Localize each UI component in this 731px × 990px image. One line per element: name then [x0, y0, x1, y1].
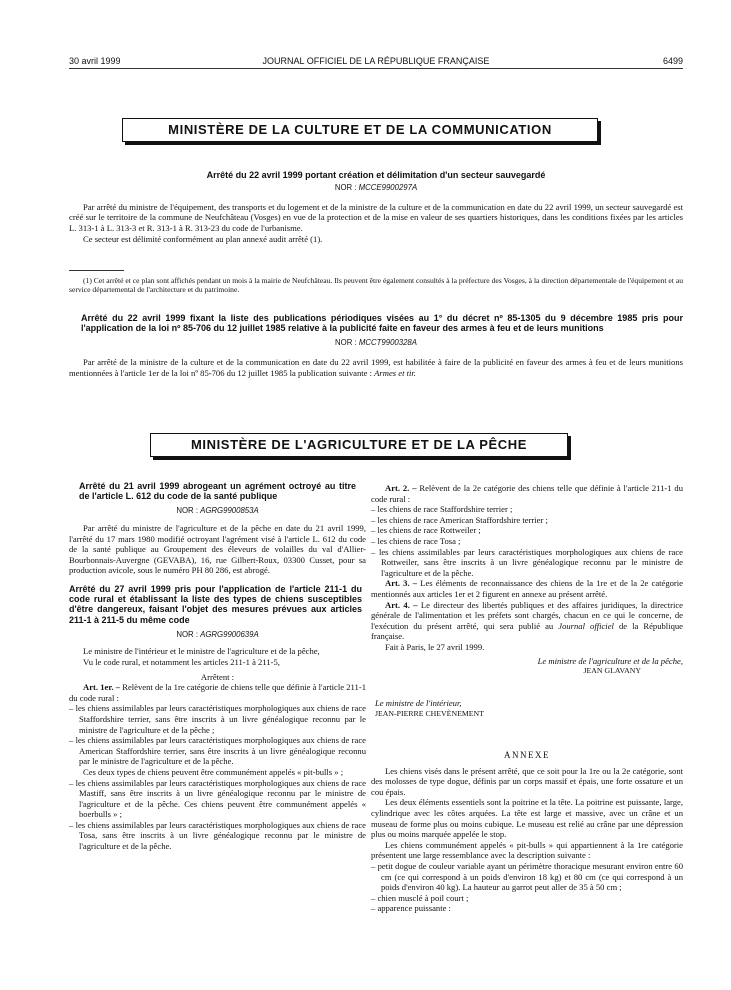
article-4: Art. 4. – Le directeur des libertés publiques et des affaires juridiques, la directrice générale de l'alimentation et les préfets sont chargés, chacun en ce qui le concerne, de l'exécution du présent arrêté, qui sera publié au Journal officiel de la République française.: [371, 599, 683, 642]
decree-title-agrement: Arrêté du 21 avril 1999 abrogeant un agrément octroyé au titre de l'article L. 612 du code de la santé publique: [79, 481, 356, 502]
list-item: – les chiens assimilables par leurs caractéristiques morphologiques aux chiens de race Staffordshire terrier, sans être inscrits à un livre généalogique reconnu par le ministre de l'agriculture et de la pêche ;: [69, 703, 366, 735]
signature-name: JEAN GLAVANY: [583, 666, 641, 676]
decree-paragraph: Par arrêté de la ministre de la culture et de la communication en date du 22 avril 1999, est habilitée à faire de la publicité en faveur des armes à feu et de leurs munitions mentionnées à l'article 1er de la loi nº 85-706 du 12 juillet 1985 la publication suivante : Armes et tir.: [69, 357, 683, 378]
header-journal-title: JOURNAL OFFICIEL DE LA RÉPUBLIQUE FRANÇAISE: [262, 56, 490, 66]
decree-arretent: Arrêtent :: [200, 671, 235, 682]
page-header: [69, 56, 683, 69]
list-item: – chien musclé à poil court ;: [371, 892, 469, 903]
signature-title: Le ministre de l'agriculture et de la pêche,: [537, 655, 683, 666]
decree-title: Arrêté du 22 avril 1999 fixant la liste des publications périodiques visées au 1° du décret nº 85-1305 du 9 décembre 1985 pris pour l'application de la loi nº 85-706 du 12 juillet 1985 relative à la publicité faite en faveur des armes à feu et de leurs munitions: [81, 313, 683, 334]
list-item: – les chiens de race Tosa ;: [371, 535, 461, 546]
list-item: – les chiens assimilables par leurs caractéristiques morphologiques aux chiens de race Mastiff, sans être inscrits à un livre généalogique reconnu par le ministre de l'agriculture et de la pêche. Ces chiens peuvent être communément appelés « boerbulls » ;: [69, 777, 366, 820]
nor-reference: NOR : AGRG9900639A: [176, 629, 259, 639]
ministry-heading-agriculture: MINISTÈRE DE L'AGRICULTURE ET DE LA PÊCHE: [150, 433, 568, 457]
right-column: [371, 483, 683, 677]
nor-reference: NOR : MCCE9900297A: [334, 183, 418, 193]
article-note: Ces deux types de chiens peuvent être communément appelés « pit-bulls » ;: [83, 766, 344, 777]
article-2: Art. 2. – Relèvent de la 2e catégorie des chiens telle que définie à l'article 211-1 du code rural :: [371, 483, 683, 504]
list-item: – les chiens assimilables par leurs caractéristiques morphologiques aux chiens de race Tosa, sans être inscrits à un livre généalogique reconnu par le ministre de l'agriculture et de la pêche.: [69, 819, 366, 852]
decree-title-chiens: Arrêté du 27 avril 1999 pris pour l'application de l'article 211-1 du code rural et établissant la liste des types de chiens susceptibles d'être dangereux, faisant l'objet des mesures prévues aux articles 211-1 à 211-5 du même code: [69, 583, 362, 625]
decree-secteur-sauvegarde: [69, 170, 683, 244]
decree-preamble: Vu le code rural, et notamment les articles 211-1 à 211-5,: [83, 656, 280, 667]
nor-reference: NOR : MCCT9900328A: [335, 338, 417, 348]
signature-block-interior: [375, 698, 675, 719]
decree-paragraph: Par arrêté du ministre de l'agriculture et de la pêche en date du 21 avril 1999, l'arrêté du 17 mars 1980 modifié octroyant l'agrément visé à l'article L. 612 du code de la santé publique au Groupement des éleveurs de volailles du val d'Allier-Bourbonnais-Auvergne (GEVABA), 16, rue Gilbert-Roux, 03300 Cusset, pour sa production avicole, sous le numéro PH 80 286, est abrogé.: [69, 523, 366, 576]
ministry-heading-culture: MINISTÈRE DE LA CULTURE ET DE LA COMMUNICATION: [122, 118, 598, 142]
list-item: – les chiens assimilables par leurs caractéristiques morphologiques aux chiens de race American Staffordshire terrier, sans être inscrits à un livre généalogique reconnu par le ministre de l'agriculture et de la pêche.: [69, 735, 366, 767]
footnote-divider: [69, 270, 124, 271]
list-item: – les chiens de race Rottweiler ;: [371, 525, 481, 536]
annexe: [371, 750, 683, 914]
annexe-paragraph: Les chiens visés dans le présent arrêté, que ce soit pour la 1re ou la 2e catégorie, sont des molosses de type dogue, définis par un corps massif et épais, une forte ossature et un cou épais.: [371, 765, 683, 797]
decree-paragraph: Ce secteur est délimité conformément au plan annexé audit arrêté (1).: [83, 233, 323, 244]
decree-preamble: Le ministre de l'intérieur et le ministre de l'agriculture et de la pêche,: [83, 646, 320, 657]
nor-reference: NOR : AGRG9900853A: [176, 506, 259, 516]
annexe-paragraph: Les deux éléments essentiels sont la poitrine et la tête. La poitrine est puissante, large, cylindrique avec les côtes arquées. La tête est large et massive, avec un crâne et un museau de forme plus ou moins cubique. Le museau est relié au crâne par une dépression plus ou moins marquée appelée le stop.: [371, 797, 683, 840]
list-item: – petit dogue de couleur variable ayant un périmètre thoracique mesurant environ entre 60 cm (ce qui correspond à un poids d'environ 18 kg) et 80 cm (ce qui correspond à un poids d'environ 40 kg). La hauteur au garrot peut aller de 35 à 50 cm ;: [371, 860, 683, 893]
list-item: – les chiens assimilables par leurs caractéristiques morphologiques aux chiens de race Rottweiler, sans être inscrits à un livre généalogique reconnu par le ministre de l'agriculture et de la pêche.: [371, 546, 683, 578]
list-item: – les chiens de race Staffordshire terrier ;: [371, 504, 513, 515]
list-item: – apparence puissante :: [371, 903, 451, 914]
header-page-number: 6499: [662, 56, 683, 66]
signature-name: JEAN-PIERRE CHEVÈNEMENT: [375, 708, 484, 718]
list-item: – les chiens de race American Staffordshire terrier ;: [371, 514, 548, 525]
decree-date-place: Fait à Paris, le 27 avril 1999.: [385, 641, 485, 652]
annexe-title: ANNEXE: [504, 750, 550, 760]
signature-title: Le ministre de l'intérieur,: [375, 698, 462, 708]
header-date: 30 avril 1999: [69, 56, 121, 66]
decree-publications-armes: [69, 313, 683, 378]
annexe-paragraph: Les chiens communément appelés « pit-bulls » qui appartiennent à la 1re catégorie présentent une large ressemblance avec la description suivante :: [371, 839, 683, 861]
left-column: [69, 481, 366, 852]
article-1: Art. 1er. – Relèvent de la 1re catégorie de chiens telle que définie à l'article 211-1 du code rural :: [69, 682, 366, 703]
decree-paragraph: Par arrêté du ministre de l'équipement, des transports et du logement et de la ministre de la culture et de la communication en date du 22 avril 1999, un secteur sauvegardé est créé sur le territoire de la commune de Neufchâteau (Vosges) en vue de la protection et de la mise en valeur de ses quartiers historiques, dans les conditions fixées par les articles L. 313-1 à L. 313-3 et R. 313-1 à R. 313-23 du code de l'urbanisme.: [69, 201, 683, 233]
decree-title: Arrêté du 22 avril 1999 portant création et délimitation d'un secteur sauvegardé: [206, 170, 546, 180]
article-3: Art. 3. – Les éléments de reconnaissance des chiens de la 1re et de la 2e catégorie mentionnés aux articles 1er et 2 figurent en annexe au présent arrêté.: [371, 578, 684, 599]
footnote: (1) Cet arrêté et ce plan sont affichés pendant un mois à la mairie de Neufchâteau. Ils peuvent être également consultés à la préfecture des Vosges, à la direction départementale de l'équipement et au service départemental de l'architecture et du patrimoine.: [69, 276, 683, 295]
